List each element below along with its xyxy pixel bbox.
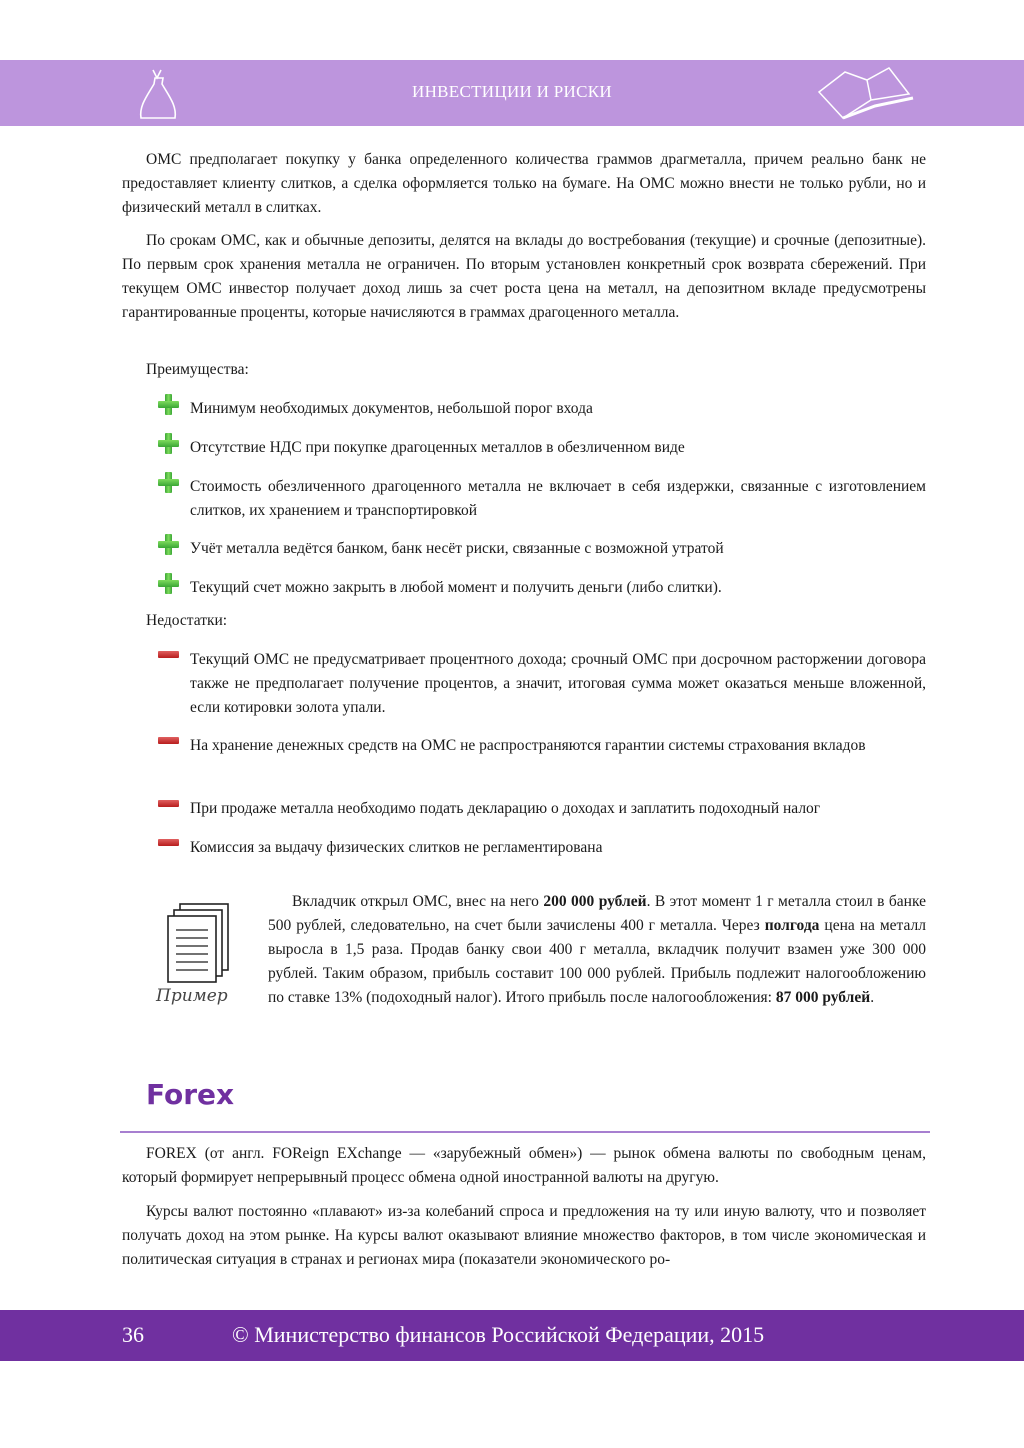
paragraph: Курсы валют постоянно «плавают» из-за колебаний спроса и предложения на ту или иную валюту, что и позволяет получать доход на этом рынке. На курсы валют оказывают влияние множество факторов, в том числе экономическая и политическая ситуация в странах и регионах мира (показатели экономического ро- <box>122 1203 926 1268</box>
minus-icon <box>158 839 179 846</box>
advantage-item: Учёт металла ведётся банком, банк несёт риски, связанные с возможной утратой <box>190 540 724 557</box>
paragraph: ОМС предполагает покупку у банка определенного количества граммов драгметалла, причем реально банк не предоставляет клиенту слитков, а сделка оформляется только на бумаге. На ОМС можно внести не только рубли, но и физический металл в слитках. <box>122 151 926 216</box>
paragraph: FOREX (от англ. FOReign EXchange — «зарубежный обмен») — рынок обмена валюты по свободным ценам, который формирует непрерывный процесс обмена одной иностранной валюты на другую. <box>122 1145 926 1186</box>
plus-icon <box>158 433 179 454</box>
advantage-item: Отсутствие НДС при покупке драгоценных металлов в обезличенном виде <box>190 439 685 456</box>
text: . <box>870 989 875 1006</box>
text: Вкладчик открыл ОМС, внес на него <box>292 893 544 910</box>
disadvantages-label: Недостатки: <box>146 612 228 629</box>
text: цена на металл выросла в 1,5 раза. Продав банку свои 400 г металла, вкладчик получит взамен уже 300 000 рублей. Таким образом, прибыль составит 100 000 рублей. Прибыль подлежит налогообложению по ставке 13% (подоходный налог). Итого прибыль после налогообложения: <box>268 917 926 1006</box>
disadvantage-item: При продаже металла необходимо подать декларацию о доходах и заплатить подоходный налог <box>190 800 821 817</box>
paragraph: По срокам ОМС, как и обычные депозиты, делятся на вклады до востребования (текущие) и срочные (депозитные). По первым срок хранения металла не ограничен. По вторым установлен конкретный срок возврата сбережений. При текущем ОМС инвестор получает доход лишь за счет роста цена на металл, на депозитном вкладе предусмотрены гарантированные проценты, которые начисляются в граммах драгоценного металла. <box>122 232 926 321</box>
page-footer <box>0 1310 1024 1361</box>
header-title: ИНВЕСТИЦИИ И РИСКИ <box>412 82 612 101</box>
plus-icon <box>158 573 179 594</box>
plus-icon <box>158 394 179 415</box>
minus-icon <box>158 800 179 807</box>
advantage-item: Текущий счет можно закрыть в любой момент и получить деньги (либо слитки). <box>190 579 722 596</box>
bold-text: 87 000 рублей <box>775 989 871 1006</box>
minus-icon <box>158 737 179 744</box>
disadvantage-item: На хранение денежных средств на ОМС не распространяются гарантии системы страхования вкладов <box>190 737 866 754</box>
section-heading: Forex <box>146 1078 235 1111</box>
heading-divider <box>120 1131 930 1133</box>
bold-text: полгода <box>764 917 820 934</box>
documents-icon <box>164 902 232 984</box>
advantage-item: Минимум необходимых документов, небольшой порог входа <box>190 400 593 417</box>
bold-text: 200 000 рублей <box>543 893 647 910</box>
advantage-item: Стоимость обезличенного драгоценного металла не включает в себя издержки, связанные с изготовлением слитков, их хранением и транспортировкой <box>190 478 926 519</box>
disadvantage-item: Текущий ОМС не предусматривает процентного дохода; срочный ОМС при досрочном расторжении договора также не предполагает получение процентов, а значит, итоговая сумма может оказаться меньше вложенной, если котировки золота упали. <box>190 651 926 716</box>
copyright: © Министерство финансов Российской Федерации, 2015 <box>232 1322 765 1347</box>
text: . В этот момент 1 г металла стоил в банке 500 рублей, следовательно, на счет были зачислены 400 г металла. Через <box>268 893 926 934</box>
disadvantage-item: Комиссия за выдачу физических слитков не регламентирована <box>190 839 603 856</box>
plus-icon <box>158 534 179 555</box>
example-text <box>268 890 926 1010</box>
open-book-icon <box>815 66 915 122</box>
advantages-label: Преимущества: <box>146 361 249 378</box>
minus-icon <box>158 651 179 658</box>
page-number: 36 <box>122 1322 144 1347</box>
page-header <box>0 60 1024 126</box>
plus-icon <box>158 472 179 493</box>
example-label: Пример <box>156 986 228 1006</box>
